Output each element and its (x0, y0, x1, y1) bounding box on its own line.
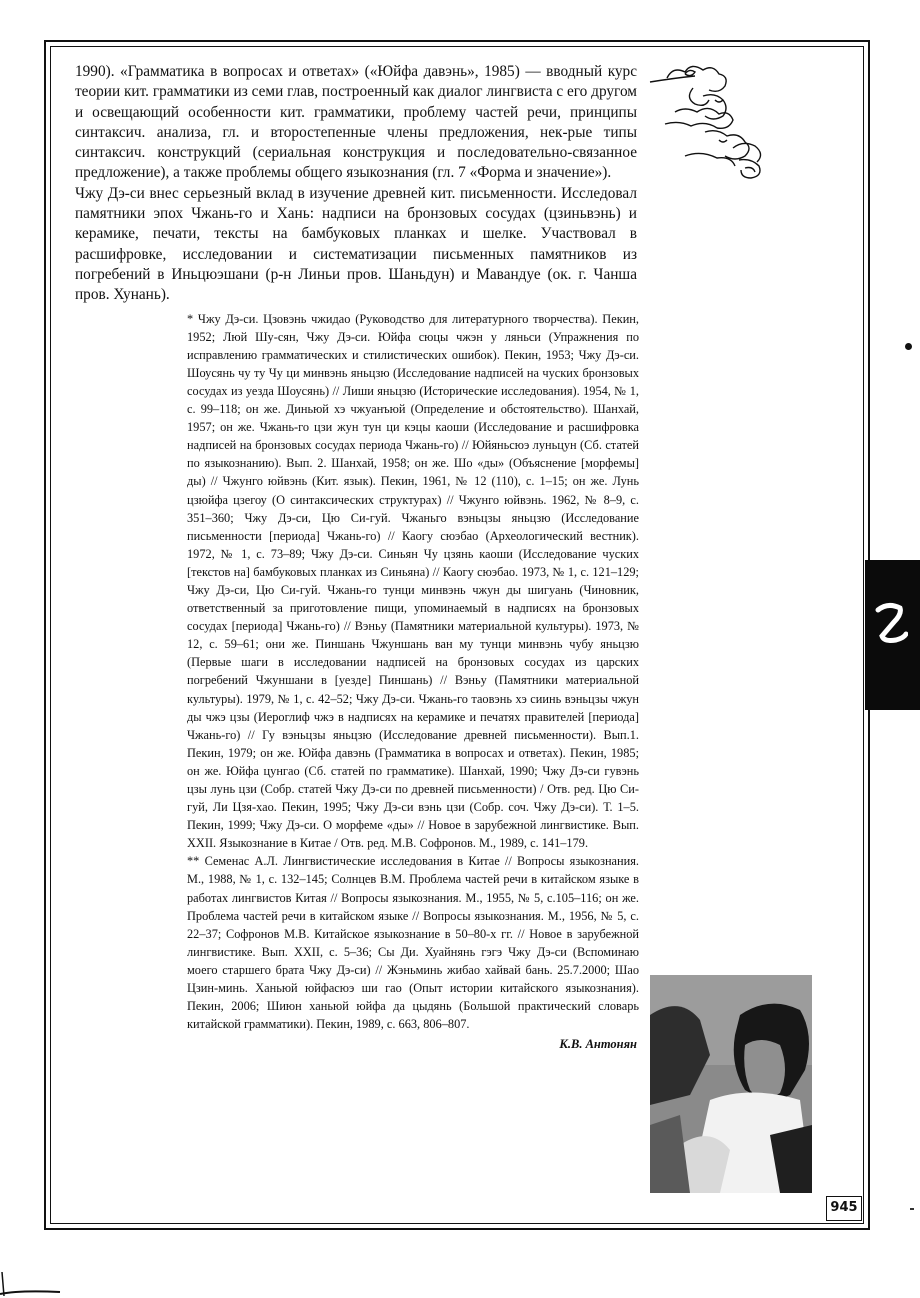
author-signature: К.В. Антонян (559, 1037, 637, 1052)
section-letter-icon (874, 600, 908, 650)
article-content (75, 62, 637, 1052)
article-body (75, 62, 637, 306)
portrait-photo (650, 975, 812, 1193)
margin-dot (905, 343, 912, 350)
body-paragraph-1: 1990). «Грамматика в вопросах и ответах» («Юйфа давэнь», 1985) — вводный курс теории кит. грамматики из семи глав, построенный как диалог лингвиста с его другом и освещающий особенности кит. грамматики, проблему частей речи, принципы синтаксич. анализа, гл. и второстепенные члены предложения, нек-рые типы синтаксич. конструкций (сериальная конструкция и последовательно-связанное предложение), а также проблемы общего языкознания (гл. 7 «Форма и значение»). (75, 63, 637, 182)
bibliography-secondary: ** Семенас А.Л. Лингвистические исследования в Китае // Вопросы языкознания. М., 1988, № 1, с. 132–145; Солнцев В.М. Проблема частей речи в китайском языке в работах лингвистов Китая // Вопросы языкознания. М., 1955, № 5, с.105–116; он же. Проблема частей речи в китайском языке // Вопросы языкознания. М., 1956, № 5, с. 22–37; Софронов М.В. Китайское языкознание в 50–80-х гг. // Новое в зарубежной лингвистике. Вып. XXII, с. 5–36; Сы Ди. Хуайнянь гэгэ Чжу Дэ-си (Вспоминаю моего старшего брата Чжу Дэ-си) // Жэньминь жибао хайвай бань. 25.7.2000; Шао Цзин-минь. Ханьюй юйфасюэ ши гао (Опыт истории китайского языкознания). Пекин, 2006; Шиюн ханьюй юйфа да цыдянь (Большой практический словарь китайской грамматики). Пекин, 1989, с. 663, 806–807. (187, 854, 639, 1032)
bibliography (187, 310, 639, 1034)
cloud-ornament-icon (645, 60, 775, 185)
bibliography-primary: * Чжу Дэ-си. Цзовэнь чжидао (Руководство для литературного творчества). Пекин, 1952; Люй Шу-сян, Чжу Дэ-си. Юйфа сюцы чжэн у ляньси (Упражнения по исправлению грамматических и стилистических ошибок). Пекин, 1953; Чжу Дэ-си. Шоусянь чу ту Чу ци минвэнь яньцзю (Исследование надписей на чуских бронзовых сосудах из уезда Шоусянь) // Лиши яньцзю (Исторические исследования). 1954, № 1, с. 99–118; он же. Диньюй хэ чжуанъюй (Определение и обстоятельство). Шанхай, 1957; он же. Чжань-го цзи жун тун ци кэцы каоши (Исследование и расшифровка надписей на бронзовых сосудах периода Чжань-го) // Юйяньсюэ луньцун (Сб. статей по языкознанию). Вып. 2. Шанхай, 1958; он же. Шо «ды» (Объяснение [морфемы] ды) // Чжунго юйвэнь (Кит. язык). Пекин, 1961, № 12 (110), с. 1–15; он же. Лунь цзюйфа цзегоу (О синтаксических структурах) // Чжунго юйвэнь. 1962, № 8–9, с. 351–360; Чжу Дэ-си, Цю Си-гуй. Чжаньго вэньцзы яньцзю (Исследование письменности [периода] Чжань-го) // Каогу сюэбао (Археологический вестник). 1972, № 1, с. 73–89; Чжу Дэ-си. Синьян Чу цзянь каоши (Исследование чуских [текстов на] бамбуковых планках из Синьяна) // Каогу сюэбао. 1973, № 1, с. 121–129; Чжу Дэ-си, Цю Си-гуй. Чжань-го тунци минвэнь чжун ды шигуань (Чиновник, ответственный за приготовление пищи, упоминаемый в надписях на бронзовых сосудах [периода] Чжань-го) // Вэньу (Памятники материальной культуры). 1973, № 12, с. 59–61; они же. Пиншань Чжуншань ван му тунци минвэнь чубу яньцзю (Первые шаги в исследовании надписей на бронзовых сосудах из царских погребений Чжуншани в [уезде] Пиншань) // Вэньу (Памятники материальной культуры). 1979, № 1, с. 42–52; Чжу Дэ-си. Чжань-го таовэнь хэ сиинь вэньцзы чжун ды чжэ цзы (Иероглиф чжэ в надписях на керамике и печатях правителей [периода] Чжань-го) // Гу вэньцзы яньцзю (Исследование древней письменности). Вып.1. Пекин, 1979; он же. Юйфа давэнь (Грамматика в вопросах и ответах). Пекин, 1985; он же. Юйфа цунгао (Сб. статей по грамматике). Шанхай, 1990; Чжу Дэ-си гувэнь цзы лунь цзи (Собр. статей Чжу Дэ-си по древней письменности) / Отв. ред. Цю Си-гуй, Ли Цзя-хао. Пекин, 1995; Чжу Дэ-си вэнь цзи (Собр. соч. Чжу Дэ-си). Т. 1–5. Пекин, 1999; Чжу Дэ-си. О морфеме «ды» // Новое в зарубежной лингвистике. Вып. XXII. Языкознание в Китае / Отв. ред. М.В. Софронов. М., 1989, с. 141–179. (187, 311, 639, 851)
scan-edge-mark (0, 1266, 62, 1298)
margin-mark (910, 1208, 914, 1210)
page-number: 945 (826, 1196, 862, 1221)
body-paragraph-2: Чжу Дэ-си внес серьезный вклад в изучение древней кит. письменности. Исследовал памятники эпох Чжань-го и Хань: надписи на бронзовых сосудах (цзиньвэнь) и керамике, печати, тексты на бамбуковых планках и шелке. Участвовал в расшифровке, исследовании и систематизации письменных памятников из погребений в Иньцюэшани (р-н Линьи пров. Шаньдун) и Мавандуе (ок. г. Чанша пров. Хунань). (75, 184, 637, 304)
